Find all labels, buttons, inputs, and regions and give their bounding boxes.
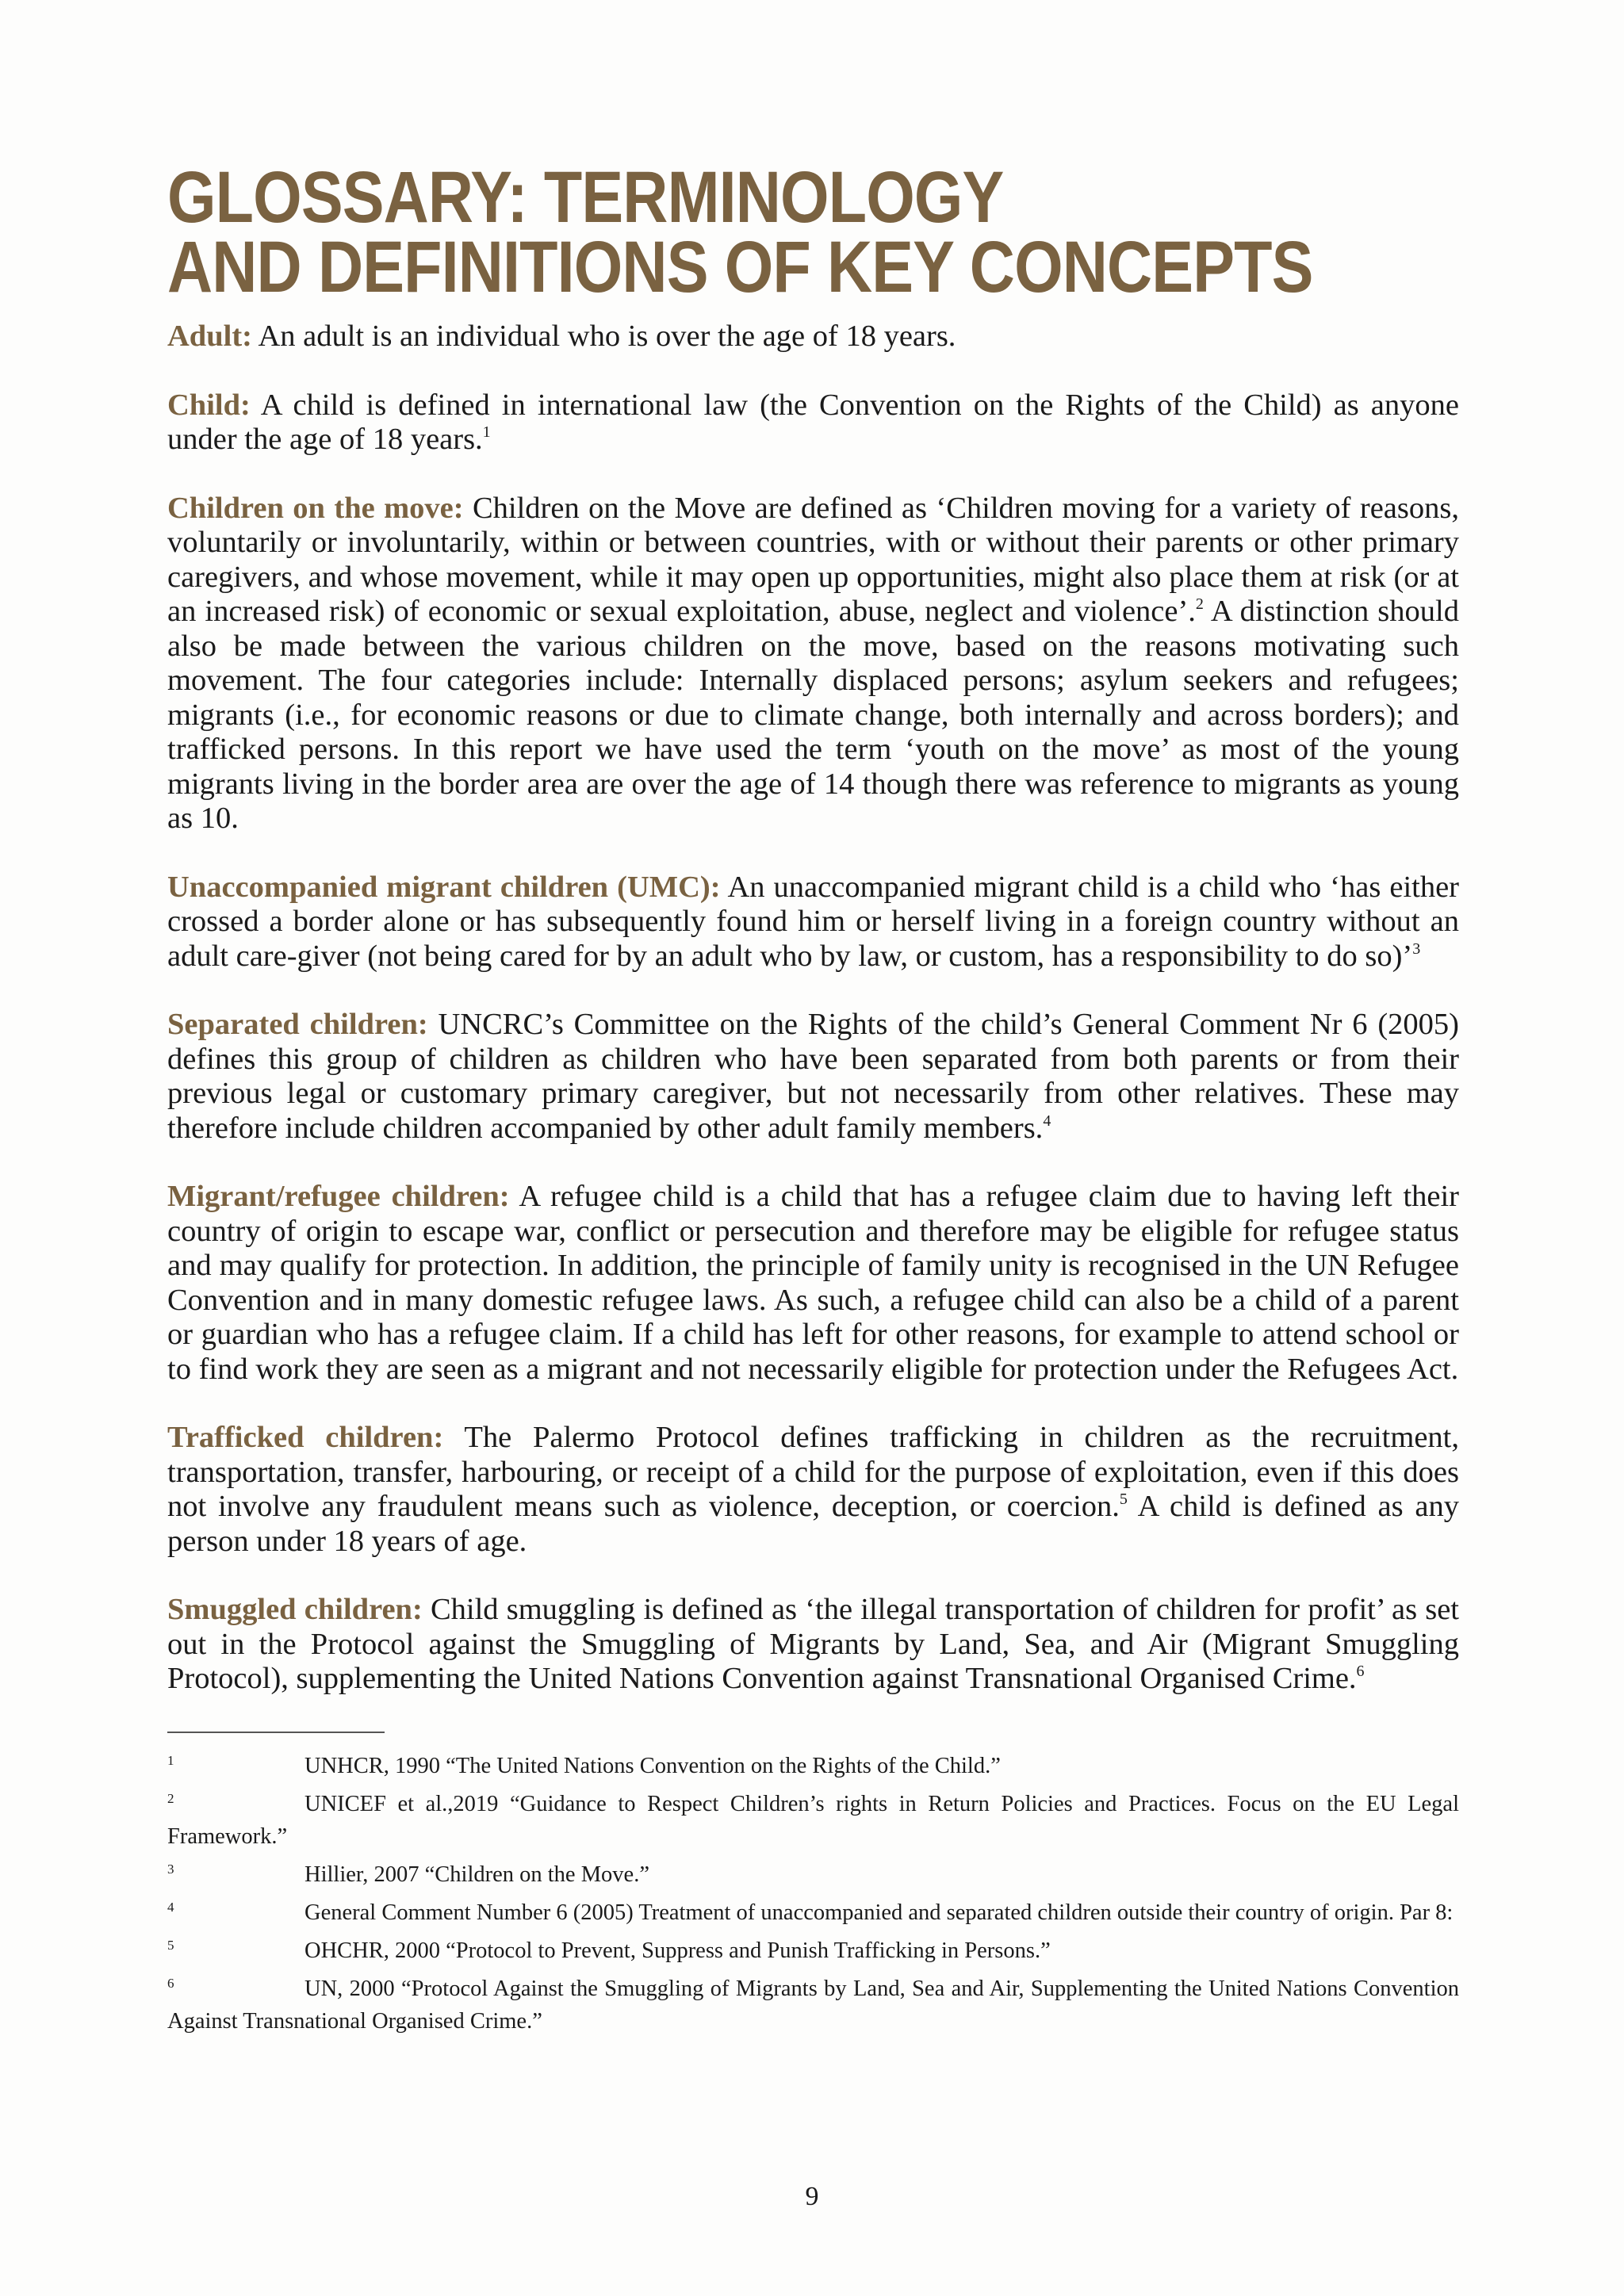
- glossary-definition: The Palermo Protocol defines trafficking in children as the recruitment, transportation, transfer, harbouring, or receipt of a child for the purpose of exploitation, even if this does not involve any fraudulent means such as violence, deception, or coercion.: [167, 1421, 1459, 1523]
- footnote-text: OHCHR, 2000 “Protocol to Prevent, Suppress and Punish Trafficking in Persons.”: [304, 1938, 1051, 1963]
- footnote-ref: 4: [1043, 1112, 1051, 1130]
- footnote-text: UN, 2000 “Protocol Against the Smuggling of Migrants by Land, Sea and Air, Supplementing the United Nations Convention Against Transnational Organised Crime.”: [167, 1976, 1459, 2034]
- glossary-definition-continued: A distinction should also be made between the various children on the move, based on the reasons motivating such movement. The four categories include: Internally displaced persons; asylum seekers and refugees; migrants (i.e., for economic reasons or due to climate change, both internally and across borders); and trafficked persons. In this report we have used the term ‘youth on the move’ as most of the young migrants living in the border area are over the age of 14 though there was reference to migrants as young as 10.: [167, 595, 1459, 835]
- footnote-text: UNHCR, 1990 “The United Nations Convention on the Rights of the Child.”: [304, 1753, 1001, 1778]
- footnote-ref: 6: [1356, 1663, 1365, 1680]
- glossary-definition: Children on the Move are defined as ‘Children moving for a variety of reasons, voluntarily or involuntarily, within or between countries, with or without their parents or other primary caregivers, and whose movement, while it may open up opportunities, might also place them at risk (or at an increased risk) of economic or sexual exploitation, abuse, neglect and violence’.: [167, 491, 1459, 628]
- footnote-number: 2: [167, 1790, 174, 1806]
- footnote-number: 6: [167, 1975, 174, 1991]
- footnote-text: Hillier, 2007 “Children on the Move.”: [304, 1862, 649, 1887]
- footnote-number: 1: [167, 1752, 174, 1768]
- glossary-term: Unaccompanied migrant children (UMC):: [167, 870, 721, 904]
- glossary-entry-child: [167, 388, 1459, 457]
- footnote: [167, 1744, 1459, 1782]
- footnote-ref: 2: [1195, 595, 1204, 613]
- glossary-term: Migrant/refugee children:: [167, 1180, 510, 1213]
- footnote: [167, 1891, 1459, 1929]
- glossary-term: Adult:: [167, 320, 252, 353]
- page-content: [167, 157, 1460, 2038]
- footnote: [167, 1967, 1459, 2038]
- title-line-2: AND DEFINITIONS OF KEY CONCEPTS: [167, 227, 1313, 308]
- footnote-number: 3: [167, 1861, 174, 1877]
- footnote: [167, 1853, 1459, 1891]
- footnote-ref: 1: [482, 423, 491, 441]
- footnotes: [167, 1744, 1459, 2038]
- glossary-term: Trafficked children:: [167, 1421, 444, 1454]
- glossary-entry-migrant-refugee-children: [167, 1180, 1459, 1387]
- footnote-text: UNICEF et al.,2019 “Guidance to Respect Children’s rights in Return Policies and Practices. Focus on the EU Legal Framework.”: [167, 1791, 1459, 1849]
- footnote-text: General Comment Number 6 (2005) Treatment of unaccompanied and separated children outside their country of origin. Par 8:: [304, 1900, 1454, 1925]
- glossary-definition: A child is defined in international law (the Convention on the Rights of the Child) as anyone under the age of 18 years.: [167, 388, 1459, 456]
- title-line-1: GLOSSARY: TERMINOLOGY: [167, 157, 1004, 238]
- footnote-divider: [167, 1732, 385, 1733]
- footnote-number: 5: [167, 1937, 174, 1953]
- page-title: [167, 157, 1313, 308]
- glossary-definition: UNCRC’s Committee on the Rights of the child’s General Comment Nr 6 (2005) defines this group of children as children who have been separated from both parents or from their previous legal or customary primary caregiver, but not necessarily from other relatives. These may therefore include children accompanied by other adult family members.: [167, 1008, 1460, 1145]
- glossary-definition-continued: A child is defined as any person under 18 years of age.: [167, 1490, 1459, 1558]
- glossary-definition: An adult is an individual who is over the age of 18 years.: [251, 320, 956, 353]
- glossary-definition: A refugee child is a child that has a refugee claim due to having left their country of origin to escape war, conflict or persecution and therefore may be eligible for refugee status and may qualify for protection. In addition, the principle of family unity is recognised in the UN Refugee Convention and in many domestic refugee laws. As such, a refugee child can also be a child of a parent or guardian who has a refugee claim. If a child has left for other reasons, for example to attend school or to find work they are seen as a migrant and not necessarily eligible for protection under the Refugees Act.: [167, 1180, 1459, 1386]
- glossary-term: Smuggled children:: [167, 1593, 423, 1626]
- glossary-definition: An unaccompanied migrant child is a child who ‘has either crossed a border alone or has subsequently found him or herself living in a foreign country without an adult care-giver (not being cared for by an adult who by law, or custom, has a responsibility to do so)’: [167, 870, 1459, 973]
- page-number: 9: [805, 2182, 819, 2211]
- glossary-entry-trafficked-children: [167, 1421, 1459, 1559]
- footnote-ref: 3: [1412, 939, 1421, 958]
- glossary-term: Child:: [167, 388, 251, 422]
- glossary-definition: Child smuggling is defined as ‘the illegal transportation of children for profit’ as set out in the Protocol against the Smuggling of Migrants by Land, Sea, and Air (Migrant Smuggling Protocol), supplementing the United Nations Convention against Transnational Organised Crime.: [167, 1593, 1460, 1695]
- glossary-entry-adult: [167, 320, 1459, 354]
- glossary-entry-children-on-the-move: [167, 492, 1459, 836]
- footnote: [167, 1782, 1459, 1853]
- glossary-entry-unaccompanied-migrant-children: [167, 871, 1459, 974]
- glossary-entry-separated-children: [167, 1008, 1459, 1146]
- glossary-term: Children on the move:: [167, 491, 464, 525]
- glossary-entry-smuggled-children: [167, 1593, 1459, 1697]
- footnote: [167, 1929, 1459, 1967]
- glossary-term: Separated children:: [167, 1008, 428, 1041]
- footnote-number: 4: [167, 1899, 174, 1915]
- footnote-ref: 5: [1119, 1490, 1128, 1508]
